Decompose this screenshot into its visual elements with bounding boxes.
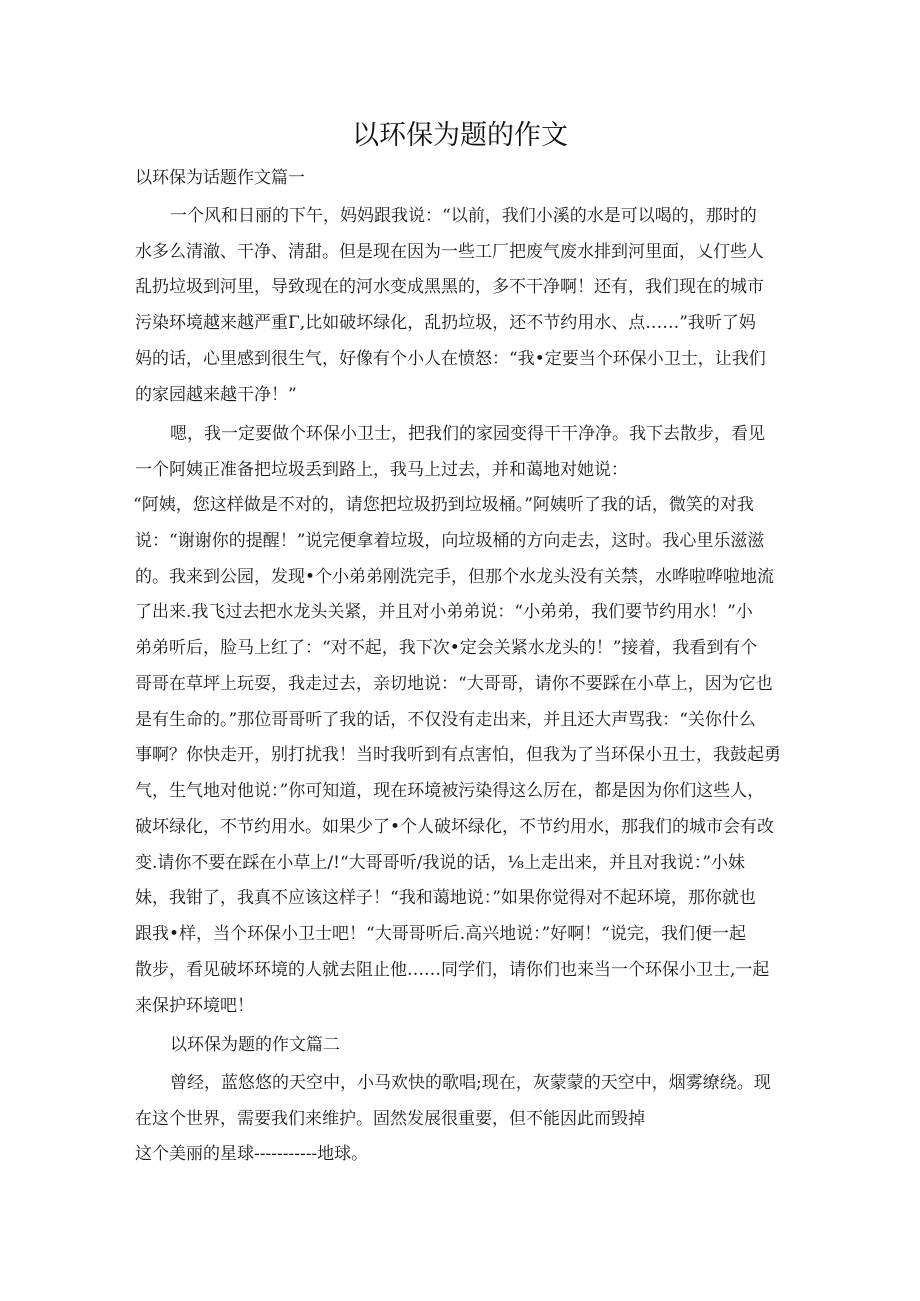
paragraph-line: 来保护环境吧！ [135,996,254,1016]
paragraph-line: “阿姨，您这样做是不对的，请您把垃圾扔到垃圾桶。”阿姨听了我的话，微笑的对我 [133,495,754,515]
paragraph-line: 一个阿姨正准备把垃圾丢到路上，我马上过去，并和蔼地对她说： [135,460,628,480]
paragraph-line: 是有生命的。”那位哥哥听了我的话，不仅没有走出来，并且还大声骂我：“关你什么 [135,710,756,730]
paragraph-line: 变.请你不要在踩在小草上/!“大哥哥听/我说的话，⅛上走出来，并且对我说：”小妹 [135,853,746,873]
paragraph-line: 曾经，蓝悠悠的天空中，小马欢快的歌唱;现在，灰蒙蒙的天空中，烟雾缭绕。现 [170,1073,771,1093]
paragraph-line: 破坏绿化，不节约用水。如果少了•个人破坏绿化，不节约用水，那我们的城市会有改 [135,817,775,837]
paragraph-line: 了出来.我飞过去把水龙头关紧，并且对小弟弟说：“小弟弟，我们要节约用水！”小 [135,602,753,622]
section1-heading: 以环保为话题作文篇一 [135,168,305,188]
paragraph-line: 事啊？你快走开，别打扰我！当时我听到有点害怕，但我为了当环保小丑士，我鼓起勇 [135,745,781,765]
paragraph-line: 妈的话，心里感到很生气，好像有个小人在愤怒：“我•定要当个环保小卫士，让我们 [135,349,766,369]
paragraph-line: 妹，我钳了，我真不应该这样子！“我和蔼地说：”如果你觉得对不起环境，那你就也 [135,888,756,908]
paragraph-line: 一个风和日丽的下午，妈妈跟我说：“以前，我们小溪的水是可以喝的，那时的 [170,206,757,226]
paragraph-line: 气，生气地对他说：”你可知道，现在环境被污染得这么厉在，都是因为你们这些人， [135,781,765,801]
paragraph-line: 乱扔垃圾到河里，导致现在的河水变成黑黑的，多不干净啊！还有，我们现在的城市 [135,277,764,297]
paragraph-line: 说：“谢谢你的提醒！”说完便拿着垃圾，向垃圾桶的方向走去，这时。我心里乐滋滋 [135,531,765,551]
page-title: 以环保为题的作文 [352,120,568,151]
paragraph-line: 污染环境越来越严重Γ,比如破坏绿化，乱扔垃圾，还不节约用水、点……”我听了妈 [135,313,756,333]
paragraph-line: 水多么清澈、干净、清甜。但是现在因为一些工厂把废气废水排到河里面，乂仃些人 [135,242,764,262]
section2-heading: 以环保为题的作文篇二 [170,1035,340,1055]
paragraph-line: 这个美丽的星球-----------地球。 [135,1144,369,1164]
paragraph-line: 哥哥在草坪上玩耍，我走过去，亲切地说：“大哥哥，请你不要踩在小草上，因为它也 [135,674,773,694]
paragraph-line: 在这个世界，需要我们来维护。固然发展很重要，但不能因此而毁掉 [135,1109,645,1129]
paragraph-line: 的家园越来越干净！” [135,385,297,405]
paragraph-line: 嗯，我一定要做个环保小卫士，把我们的家园变得干干净净。我下去散步，看见 [170,424,765,444]
paragraph-line: 的。我来到公园，发现•个小弟弟刚洗完手，但那个水龙头没有关禁，水哗啦哗啦地流 [135,567,775,587]
paragraph-line: 散步，看见破坏环境的人就去阻止他……同学们，请你们也来当一个环保小卫士,一起 [135,960,770,980]
paragraph-line: 弟弟听后，脸马上红了：“对不起，我下次•定会关紧水龙头的！”接着，我看到有个 [135,638,758,658]
paragraph-line: 跟我•样，当个环保小卫士吧！“大哥哥听后.高兴地说：”好啊！“说完，我们便一起 [135,924,747,944]
